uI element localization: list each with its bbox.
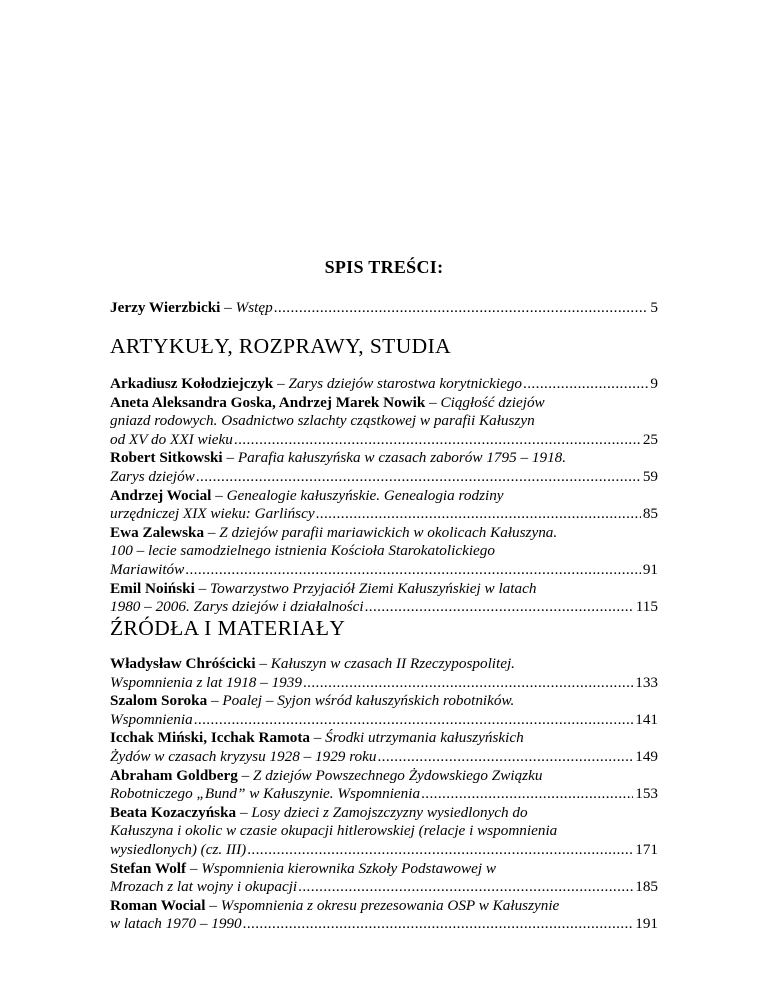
toc-entry-line: Andrzej Wocial – Genealogie kałuszyńskie. Genealogia rodziny [110,486,504,504]
toc-entry-line [110,785,658,804]
toc-entry-line: Roman Wocial – Wspomnienia z okresu prezesowania OSP w Kałuszynie [110,896,560,914]
entry-author: Andrzej Wocial [110,486,212,504]
leader-dots [298,878,633,897]
toc-entry-line: Icchak Miński, Icchak Ramota – Środki utrzymania kałuszyńskich [110,729,524,747]
toc-entry-line [110,674,658,693]
entry-title-line: Z dziejów parafii mariawickich w okolicach Kałuszyna. [219,523,558,541]
toc-entry-line [110,542,658,561]
section-heading-articles: ARTYKUŁY, ROZPRAWY, STUDIA [110,334,452,358]
toc-entry-line [110,598,658,617]
toc-entry-line: Szalom Soroka – Poalej – Syjon wśród kałuszyńskich robotników. [110,692,515,710]
leader-dots [303,674,633,693]
toc-entry-line [110,505,658,524]
toc-entry [110,655,658,692]
toc-entry [110,524,658,580]
leader-dots [196,468,641,487]
toc-entry-line [110,412,658,431]
entry-title-line: Z dziejów Powszechnego Żydowskiego Związku [253,766,543,784]
entry-page-number: 25 [642,430,658,448]
toc-entry [110,692,658,729]
toc-entry-line [110,878,658,897]
leader-dots [247,841,633,860]
toc-entry-line: Beata Kozaczyńska – Losy dzieci z Zamojszczyzny wysiedlonych do [110,803,528,821]
toc-entry-line: Robert Sitkowski – Parafia kałuszyńska w czasach zaborów 1795 – 1918. [110,449,567,467]
entry-title-line: 1980 – 2006. Zarys dziejów i działalności [110,598,364,616]
toc-entry-line [110,822,658,841]
toc-entry-line: Władysław Chróścicki – Kałuszyn w czasach II Rzeczypospolitej. [110,655,515,672]
toc-entry [110,897,658,934]
toc-entry [110,449,658,486]
toc-entry-line: Emil Noiński – Towarzystwo Przyjaciół Ziemi Kałuszyńskiej w latach [110,579,537,597]
entry-title-line: Żydów w czasach kryzysu 1928 – 1929 roku [110,747,377,765]
entry-title-line: urzędniczej XIX wieku: Garlińscy [110,505,315,523]
entry-title-line: 100 – lecie samodzielnego istnienia Kościoła Starokatolickiego [110,542,495,560]
entry-author: Abraham Goldberg [110,766,238,784]
entry-author: Szalom Soroka [110,692,208,710]
entry-author: Roman Wocial [110,896,206,914]
entry-title-line: od XV do XXI wieku [110,430,233,448]
entry-page-number: 191 [635,915,658,933]
entry-page-number: 5 [650,299,658,316]
entry-title-line: Mariawitów [110,560,185,578]
entry-author: Stefan Wolf [110,859,187,877]
entry-title-line: Mrozach z lat wojny i okupacji [110,878,298,896]
entry-title-line: Towarzystwo Przyjaciół Ziemi Kałuszyńskiej w latach [210,579,537,597]
entry-title-line: w latach 1970 – 1990 [110,915,242,933]
toc-entry-line: Arkadiusz Kołodziejczyk – Zarys dziejów starostwa korytnickiego ..... 9 [110,375,658,394]
entry-title-line: Wspomnienia z lat 1918 – 1939 [110,673,302,691]
toc-entry [110,375,658,394]
entry-page-number: 149 [635,747,658,765]
toc-entry-line [110,841,658,860]
entry-page-number: 153 [635,785,658,803]
entry-author: Beata Kozaczyńska [110,803,237,821]
toc-entry-line [110,561,658,580]
entry-page-number: 91 [642,560,658,578]
entry-title-line: Kałuszyna i okolic w czasie okupacji hitlerowskiej (relacje i wspomnienia [110,822,558,840]
toc-section-sources [110,655,658,934]
leader-dots [243,915,634,934]
entry-author: Ewa Zalewska [110,523,205,541]
entry-title-line: Wspomnienia [110,710,193,728]
entry-author: Jerzy Wierzbicki [110,299,221,316]
entry-title-line: Zarys dziejów [110,467,195,485]
entry-author: Arkadiusz Kołodziejczyk [110,375,274,392]
leader-dots [377,748,633,767]
toc-entry-line [110,468,658,487]
entry-page-number: 85 [642,505,658,523]
toc-section-articles [110,375,658,617]
toc-entry [110,580,658,617]
toc-entry-line [110,748,658,767]
entry-title-line: Poalej – Syjon wśród kałuszyńskich robotników. [222,692,515,710]
leader-dots [365,598,634,617]
toc-entry-line: Ewa Zalewska – Z dziejów parafii mariawickich w okolicach Kałuszyna. [110,523,558,541]
entry-title-line: gniazd rodowych. Osadnictwo szlachty cząstkowej w parafii Kałuszyn [110,412,535,430]
entry-title-line: Wspomnienia kierownika Szkoły Podstawowej w [201,859,496,877]
entry-title-line: Parafia kałuszyńska w czasach zaborów 1795 – 1918. [237,449,567,467]
entry-title-line: Zarys dziejów starostwa korytnickiego [288,375,523,392]
entry-title-line: Ciągłość dziejów [440,393,545,411]
page-title: SPIS TREŚCI: [324,257,444,277]
leader-dots [194,711,634,730]
toc-entry [110,394,658,450]
toc-intro-entry [110,299,658,318]
entry-page-number: 171 [635,840,658,858]
toc-entry-line [110,915,658,934]
entry-author: Władysław Chróścicki [110,655,256,672]
toc-entry [110,860,658,897]
entry-title-line: wysiedlonych) (cz. III) [110,840,247,858]
entry-title: Wstęp [235,299,273,316]
toc-entry-line: Stefan Wolf – Wspomnienia kierownika Szkoły Podstawowej w [110,859,496,877]
entry-page-number: 115 [635,598,658,616]
leader-dots [185,561,641,580]
entry-page-number: 9 [650,375,658,392]
entry-separator: – [220,299,236,316]
entry-page-number: 141 [635,710,658,728]
entry-title-line: Robotniczego „Bund” w Kałuszynie. Wspomnienia [110,785,421,803]
entry-title-line: Środki utrzymania kałuszyńskich [325,729,524,747]
entry-page-number: 133 [635,673,658,691]
toc-entry [110,767,658,804]
leader-dots [274,299,649,318]
toc-entry-line: Aneta Aleksandra Goska, Andrzej Marek Nowik – Ciągłość dziejów [110,393,545,411]
leader-dots [316,505,641,524]
entry-author: Icchak Miński, Icchak Ramota [110,729,310,747]
leader-dots [421,785,633,804]
section-heading-sources: ŹRÓDŁA I MATERIAŁY [110,616,346,640]
toc-entry [110,804,658,860]
toc-entry [110,729,658,766]
entry-author: Emil Noiński [110,579,195,597]
entry-author: Aneta Aleksandra Goska, Andrzej Marek Nowik [110,393,426,411]
entry-page-number: 185 [635,878,658,896]
leader-dots [234,431,641,450]
entry-page-number: 59 [642,467,658,485]
leader-dots [523,375,648,394]
entry-title-line: Losy dzieci z Zamojszczyzny wysiedlonych do [251,803,528,821]
entry-title-line: Wspomnienia z okresu prezesowania OSP w Kałuszynie [220,896,560,914]
toc-entry-line [110,431,658,450]
entry-title-line: Kałuszyn w czasach II Rzeczypospolitej. [270,655,515,672]
toc-entry-line [110,711,658,730]
toc-entry [110,487,658,524]
toc-entry-line: Abraham Goldberg – Z dziejów Powszechnego Żydowskiego Związku [110,766,543,784]
entry-title-line: Genealogie kałuszyńskie. Genealogia rodziny [226,486,504,504]
entry-author: Robert Sitkowski [110,449,223,467]
